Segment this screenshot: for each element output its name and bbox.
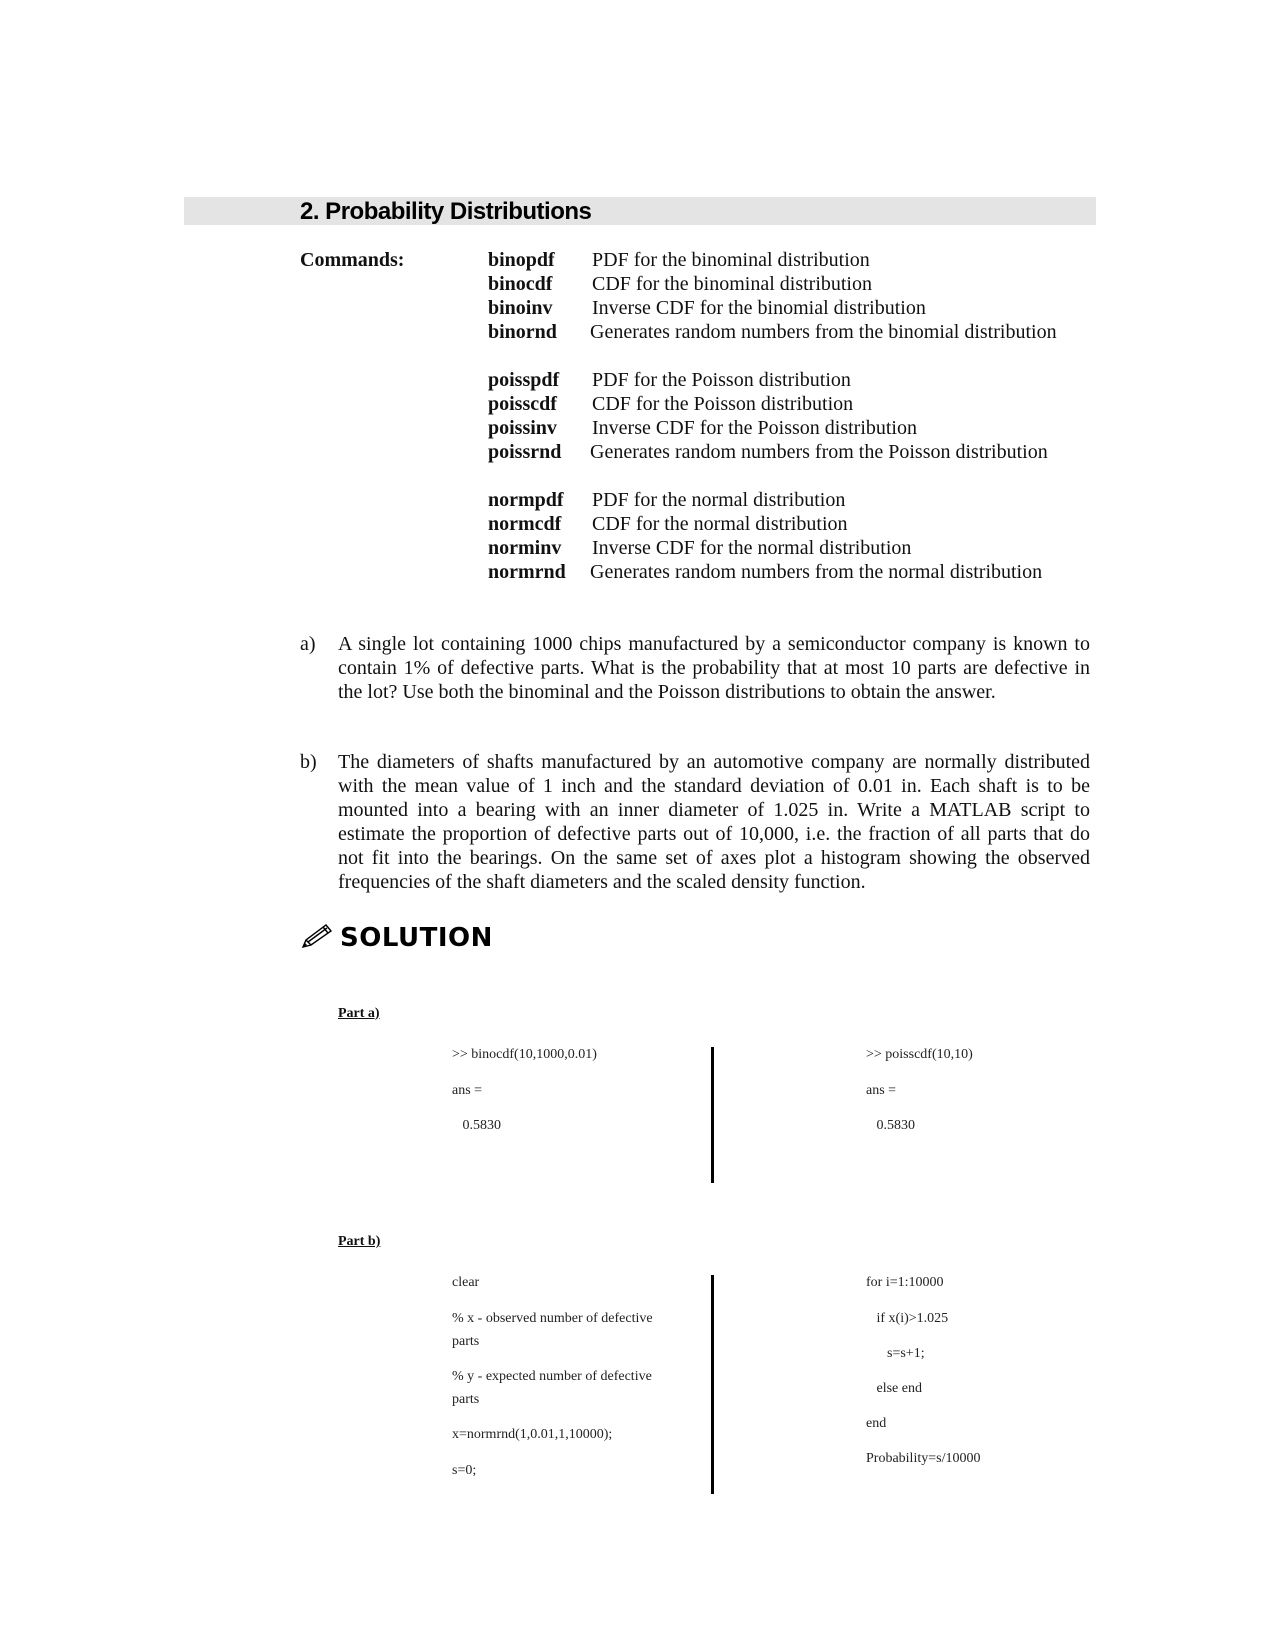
column-divider <box>711 1047 714 1183</box>
code-line: parts <box>452 1334 480 1349</box>
problem-text: The diameters of shafts manufactured by an automotive company are normally distributed with the mean value of 1 inch and the standard deviation of 0.01 in. Each shaft is to be mounted into a bearing with an inner diameter of 1.025 in. Write a MATLAB script to estimate the proportion of defective parts out of 10,000, i.e. the fraction of all parts that do not fit into the bearings. On the same set of axes plot a histogram showing the observed frequencies of the shaft diameters and the scaled density function. <box>338 751 1090 893</box>
command-description: PDF for the normal distribution <box>592 489 846 511</box>
code-line: clear <box>452 1275 480 1290</box>
command-name: normrnd <box>488 561 566 583</box>
code-line: % x - observed number of defective <box>452 1311 653 1326</box>
command-description: Inverse CDF for the binomial distribution <box>592 297 926 319</box>
command-description: Generates random numbers from the normal distribution <box>590 561 1043 583</box>
command-description: CDF for the Poisson distribution <box>592 393 854 415</box>
code-line: for i=1:10000 <box>866 1275 944 1290</box>
problem-text: A single lot containing 1000 chips manufactured by a semiconductor company is known to contain 1% of defective parts. What is the probability that at most 10 parts are defective in the lot? Use both the binominal and the Poisson distributions to obtain the answer. <box>338 633 1090 703</box>
command-description: PDF for the Poisson distribution <box>592 369 851 391</box>
column-divider <box>711 1275 714 1494</box>
code-line: >> binocdf(10,1000,0.01) <box>452 1047 597 1062</box>
part-b-right-code <box>866 1274 1106 1474</box>
solution-title: SOLUTION <box>340 923 493 953</box>
command-name: normpdf <box>488 489 564 511</box>
code-line: ans = <box>452 1083 483 1098</box>
command-description: CDF for the normal distribution <box>592 513 848 535</box>
part-a-label: Part a) <box>338 1006 380 1021</box>
code-line: % y - expected number of defective <box>452 1369 652 1384</box>
problem-a <box>300 632 1090 704</box>
code-line: x=normrnd(1,0.01,1,10000); <box>452 1427 613 1442</box>
pencil-icon <box>300 922 334 955</box>
code-line: if x(i)>1.025 <box>866 1311 949 1326</box>
command-description: Inverse CDF for the Poisson distribution <box>592 417 917 439</box>
code-line: s=0; <box>452 1463 477 1478</box>
problem-marker: b) <box>300 751 317 773</box>
commands-label: Commands: <box>300 249 405 271</box>
command-name: binopdf <box>488 249 555 271</box>
code-line: 0.5830 <box>866 1118 915 1133</box>
section-title: 2. Probability Distributions <box>300 198 592 225</box>
command-name: normcdf <box>488 513 562 535</box>
command-name: poissinv <box>488 417 557 439</box>
command-description: CDF for the binominal distribution <box>592 273 872 295</box>
solution-heading <box>300 920 493 956</box>
part-b-left-code <box>452 1274 692 1494</box>
code-line: Probability=s/10000 <box>866 1451 981 1466</box>
command-name: poisscdf <box>488 393 557 415</box>
part-b-label: Part b) <box>338 1234 381 1249</box>
problem-marker: a) <box>300 633 316 655</box>
command-description: PDF for the binominal distribution <box>592 249 870 271</box>
code-line: >> poisscdf(10,10) <box>866 1047 973 1062</box>
code-line: s=s+1; <box>866 1346 925 1361</box>
problem-b <box>300 750 1090 894</box>
command-name: binornd <box>488 321 557 343</box>
code-line: 0.5830 <box>452 1118 501 1133</box>
command-name: poisspdf <box>488 369 560 391</box>
code-line: ans = <box>866 1083 897 1098</box>
code-line: end <box>866 1416 887 1431</box>
command-description: Inverse CDF for the normal distribution <box>592 537 912 559</box>
command-description: Generates random numbers from the binomial distribution <box>590 321 1057 343</box>
command-name: binoinv <box>488 297 553 319</box>
code-line: parts <box>452 1392 480 1407</box>
command-name: binocdf <box>488 273 553 295</box>
command-name: norminv <box>488 537 562 559</box>
code-line: else end <box>866 1381 922 1396</box>
command-description: Generates random numbers from the Poisson distribution <box>590 441 1048 463</box>
part-a-right-code <box>866 1046 1106 1146</box>
part-a-left-code <box>452 1046 692 1146</box>
command-name: poissrnd <box>488 441 562 463</box>
